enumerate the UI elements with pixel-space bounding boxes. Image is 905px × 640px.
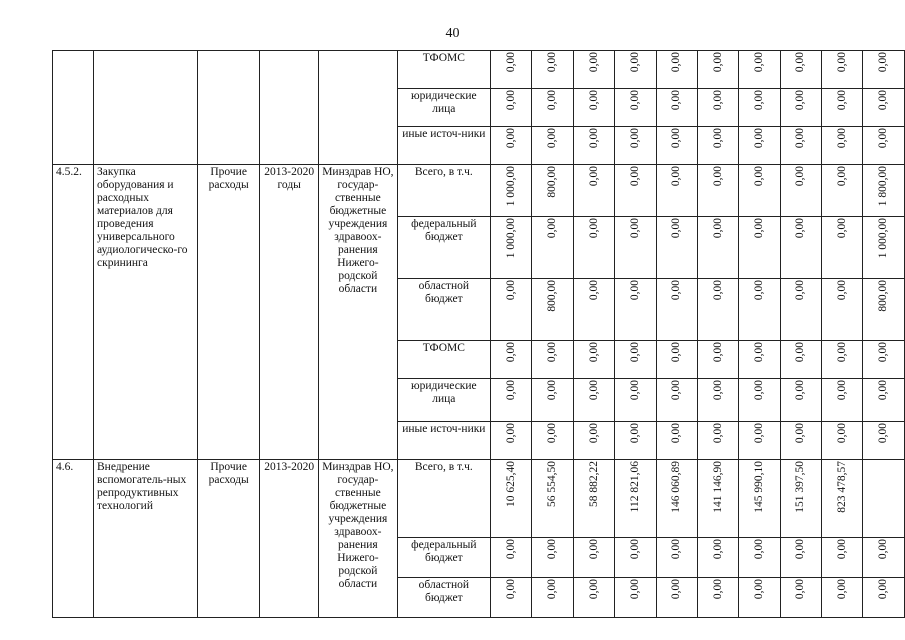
value-cell xyxy=(656,578,697,618)
source-cell: Всего, в т.ч. xyxy=(397,165,490,217)
source-cell: Всего, в т.ч. xyxy=(397,460,490,538)
value-text: 0,00 xyxy=(546,380,559,401)
value-cell xyxy=(615,578,656,618)
value-text: 0,00 xyxy=(753,380,765,401)
value-cell xyxy=(822,217,863,279)
value-text: 0,00 xyxy=(711,423,724,444)
source-cell: федеральный бюджет xyxy=(397,538,490,578)
value-cell xyxy=(780,165,821,217)
table-row xyxy=(53,165,905,217)
value-text: 0,00 xyxy=(794,380,807,401)
source-cell: юридические лица xyxy=(397,379,490,422)
value-text: 0,00 xyxy=(711,218,724,239)
value-cell xyxy=(615,51,656,89)
value-cell xyxy=(780,279,821,341)
value-cell xyxy=(739,51,780,89)
value-text: 0,00 xyxy=(587,166,600,187)
value-text: 0,00 xyxy=(753,218,765,239)
value-text: 0,00 xyxy=(753,128,765,149)
value-text: 0,00 xyxy=(877,579,890,600)
value-text: 0,00 xyxy=(877,342,890,363)
value-text: 1 800,00 xyxy=(877,166,890,207)
value-text: 0,00 xyxy=(835,128,848,149)
value-cell xyxy=(532,217,573,279)
value-cell xyxy=(739,279,780,341)
value-text: 0,00 xyxy=(670,218,683,239)
value-text: 0,00 xyxy=(711,579,724,600)
value-cell xyxy=(491,279,532,341)
value-cell xyxy=(863,578,905,618)
value-cell xyxy=(615,379,656,422)
empty-cell xyxy=(260,51,319,165)
value-cell xyxy=(863,460,905,538)
value-cell xyxy=(532,578,573,618)
empty-cell xyxy=(53,51,94,165)
value-text: 0,00 xyxy=(546,423,559,444)
value-text: 0,00 xyxy=(670,52,683,73)
value-cell xyxy=(863,51,905,89)
value-cell xyxy=(491,379,532,422)
source-cell: областной бюджет xyxy=(397,279,490,341)
value-text: 0,00 xyxy=(877,52,890,73)
value-cell xyxy=(863,341,905,379)
value-cell xyxy=(822,379,863,422)
value-cell xyxy=(615,89,656,127)
value-cell xyxy=(739,379,780,422)
source-cell: ТФОМС xyxy=(397,341,490,379)
value-cell xyxy=(615,165,656,217)
value-cell xyxy=(532,538,573,578)
value-text: 0,00 xyxy=(794,166,807,187)
value-text: 0,00 xyxy=(670,380,683,401)
value-text: 0,00 xyxy=(628,128,641,149)
value-text: 0,00 xyxy=(587,52,600,73)
value-text: 0,00 xyxy=(587,579,600,600)
value-cell xyxy=(697,89,738,127)
value-cell xyxy=(739,422,780,460)
value-cell xyxy=(739,165,780,217)
value-text: 0,00 xyxy=(504,539,517,560)
value-cell xyxy=(656,165,697,217)
value-text: 0,00 xyxy=(628,166,641,187)
value-cell xyxy=(780,578,821,618)
value-cell xyxy=(863,538,905,578)
value-text: 0,00 xyxy=(504,90,517,111)
value-cell xyxy=(739,89,780,127)
value-text: 0,00 xyxy=(877,380,890,401)
source-cell: федеральный бюджет xyxy=(397,217,490,279)
value-cell xyxy=(697,422,738,460)
value-cell xyxy=(780,422,821,460)
value-text: 0,00 xyxy=(504,52,517,73)
empty-cell xyxy=(198,51,260,165)
value-cell xyxy=(780,127,821,165)
value-cell xyxy=(573,165,614,217)
value-cell xyxy=(573,341,614,379)
value-cell xyxy=(573,89,614,127)
value-text: 151 397,50 xyxy=(794,461,807,513)
table-row xyxy=(53,460,905,538)
value-text: 0,00 xyxy=(877,128,890,149)
value-text: 800,00 xyxy=(546,280,559,312)
value-cell xyxy=(863,89,905,127)
table-row xyxy=(53,51,905,89)
value-cell xyxy=(739,460,780,538)
value-cell xyxy=(697,379,738,422)
value-text: 0,00 xyxy=(753,423,765,444)
value-text: 0,00 xyxy=(670,128,683,149)
value-cell xyxy=(491,422,532,460)
value-cell xyxy=(697,279,738,341)
value-cell xyxy=(780,51,821,89)
source-cell: областной бюджет xyxy=(397,578,490,618)
value-cell xyxy=(491,165,532,217)
value-text: 0,00 xyxy=(711,128,724,149)
value-text: 0,00 xyxy=(587,128,600,149)
value-text: 0,00 xyxy=(628,380,641,401)
value-cell xyxy=(780,538,821,578)
value-text: 0,00 xyxy=(794,52,807,73)
value-cell xyxy=(656,51,697,89)
value-cell xyxy=(780,460,821,538)
value-cell xyxy=(863,217,905,279)
value-text: 56 554,50 xyxy=(546,461,559,507)
value-cell xyxy=(491,341,532,379)
value-text: 0,00 xyxy=(670,342,683,363)
value-cell xyxy=(532,460,573,538)
value-text: 0,00 xyxy=(835,280,848,301)
value-text: 0,00 xyxy=(835,539,848,560)
value-text: 0,00 xyxy=(711,90,724,111)
value-text: 0,00 xyxy=(670,539,683,560)
value-text: 0,00 xyxy=(587,90,600,111)
value-cell xyxy=(656,379,697,422)
item-code: 4.6. xyxy=(53,460,94,618)
empty-cell xyxy=(94,51,198,165)
value-cell xyxy=(739,341,780,379)
executor: Минздрав НО, государ-ственные бюджетные учреждения здравоох-ранения Нижего-родской области xyxy=(319,460,397,618)
value-text: 0,00 xyxy=(546,539,559,560)
value-text: 0,00 xyxy=(546,90,559,111)
value-cell xyxy=(780,217,821,279)
value-text: 0,00 xyxy=(711,539,724,560)
value-text: 141 146,90 xyxy=(711,461,724,513)
value-text: 10 625,40 xyxy=(504,461,517,507)
value-cell xyxy=(697,51,738,89)
financing-table xyxy=(52,50,905,618)
value-text: 823 478,57 xyxy=(835,461,848,513)
value-cell xyxy=(532,422,573,460)
value-cell xyxy=(822,538,863,578)
value-cell xyxy=(656,422,697,460)
value-cell xyxy=(491,578,532,618)
value-text: 112 821,06 xyxy=(628,461,641,513)
value-cell xyxy=(573,422,614,460)
value-cell xyxy=(532,127,573,165)
value-text: 0,00 xyxy=(711,380,724,401)
value-text: 0,00 xyxy=(794,128,807,149)
value-text: 0,00 xyxy=(504,128,517,149)
value-text: 0,00 xyxy=(711,166,724,187)
value-text: 0,00 xyxy=(835,90,848,111)
value-cell xyxy=(656,217,697,279)
value-cell xyxy=(573,379,614,422)
value-text: 0,00 xyxy=(753,90,765,111)
value-text: 0,00 xyxy=(670,423,683,444)
value-cell xyxy=(697,578,738,618)
value-text: 0,00 xyxy=(628,280,641,301)
value-text: 0,00 xyxy=(711,280,724,301)
value-text: 0,00 xyxy=(794,90,807,111)
value-cell xyxy=(532,89,573,127)
value-cell xyxy=(573,538,614,578)
value-text: 0,00 xyxy=(753,52,765,73)
value-cell xyxy=(532,165,573,217)
source-cell: иные источ-ники xyxy=(397,127,490,165)
value-text: 0,00 xyxy=(794,539,807,560)
value-text: 0,00 xyxy=(504,280,517,301)
value-cell xyxy=(532,379,573,422)
value-cell xyxy=(863,279,905,341)
value-text: 146 060,89 xyxy=(670,461,683,513)
value-cell xyxy=(739,578,780,618)
value-cell xyxy=(780,341,821,379)
value-text: 0,00 xyxy=(835,52,848,73)
period-years: 2013-2020 годы xyxy=(260,165,319,460)
value-text: 0,00 xyxy=(628,218,641,239)
value-cell xyxy=(491,51,532,89)
value-text: 0,00 xyxy=(711,342,724,363)
value-cell xyxy=(491,460,532,538)
value-cell xyxy=(573,51,614,89)
value-cell xyxy=(863,165,905,217)
value-cell xyxy=(491,89,532,127)
value-cell xyxy=(615,341,656,379)
value-text: 0,00 xyxy=(877,539,890,560)
value-cell xyxy=(573,279,614,341)
value-text: 0,00 xyxy=(670,280,683,301)
value-cell xyxy=(822,127,863,165)
value-text: 0,00 xyxy=(794,423,807,444)
value-text: 0,00 xyxy=(753,539,765,560)
value-cell xyxy=(697,341,738,379)
value-text: 0,00 xyxy=(628,539,641,560)
value-text: 0,00 xyxy=(835,423,848,444)
page-number: 40 xyxy=(445,26,460,41)
value-cell xyxy=(780,379,821,422)
source-cell: ТФОМС xyxy=(397,51,490,89)
value-text: 0,00 xyxy=(587,539,600,560)
value-text: 0,00 xyxy=(794,218,807,239)
value-cell xyxy=(573,460,614,538)
value-cell xyxy=(573,578,614,618)
value-text: 0,00 xyxy=(794,280,807,301)
value-text: 0,00 xyxy=(546,52,559,73)
value-cell xyxy=(822,422,863,460)
empty-cell xyxy=(319,51,397,165)
value-text: 0,00 xyxy=(877,90,890,111)
value-cell xyxy=(615,422,656,460)
value-text: 0,00 xyxy=(670,90,683,111)
value-cell xyxy=(697,127,738,165)
value-cell xyxy=(532,341,573,379)
period-years: 2013-2020 xyxy=(260,460,319,618)
value-text: 0,00 xyxy=(753,342,765,363)
value-text: 0,00 xyxy=(628,579,641,600)
value-cell xyxy=(822,51,863,89)
value-text: 0,00 xyxy=(587,342,600,363)
value-cell xyxy=(532,279,573,341)
value-text: 0,00 xyxy=(628,90,641,111)
value-cell xyxy=(697,460,738,538)
value-text: 0,00 xyxy=(794,579,807,600)
value-text: 0,00 xyxy=(711,52,724,73)
source-cell: иные источ-ники xyxy=(397,422,490,460)
value-text: 0,00 xyxy=(877,423,890,444)
value-cell xyxy=(615,217,656,279)
value-cell xyxy=(573,127,614,165)
source-cell: юридические лица xyxy=(397,89,490,127)
value-cell xyxy=(697,538,738,578)
value-cell xyxy=(491,127,532,165)
value-text: 0,00 xyxy=(504,423,517,444)
value-cell xyxy=(822,279,863,341)
value-text: 0,00 xyxy=(628,52,641,73)
value-cell xyxy=(491,217,532,279)
item-code: 4.5.2. xyxy=(53,165,94,460)
value-cell xyxy=(822,460,863,538)
value-text: 0,00 xyxy=(546,342,559,363)
value-cell xyxy=(739,538,780,578)
value-text: 0,00 xyxy=(628,423,641,444)
value-text: 0,00 xyxy=(587,423,600,444)
value-text: 0,00 xyxy=(794,342,807,363)
value-cell xyxy=(822,578,863,618)
value-text: 0,00 xyxy=(546,579,559,600)
value-text: 1 000,00 xyxy=(504,166,517,207)
value-cell xyxy=(656,89,697,127)
value-cell xyxy=(822,341,863,379)
value-cell xyxy=(615,127,656,165)
expense-type: Прочие расходы xyxy=(198,460,260,618)
value-text: 0,00 xyxy=(670,579,683,600)
value-text: 0,00 xyxy=(753,166,765,187)
value-text: 0,00 xyxy=(835,380,848,401)
value-text: 0,00 xyxy=(835,218,848,239)
value-cell xyxy=(615,538,656,578)
value-cell xyxy=(697,165,738,217)
value-cell xyxy=(573,217,614,279)
value-text: 0,00 xyxy=(753,280,765,301)
value-cell xyxy=(656,538,697,578)
value-text: 0,00 xyxy=(587,380,600,401)
value-text: 0,00 xyxy=(587,280,600,301)
value-text: 0,00 xyxy=(835,579,848,600)
value-cell xyxy=(822,89,863,127)
value-cell xyxy=(739,127,780,165)
value-text: 0,00 xyxy=(835,166,848,187)
value-text: 145 990,10 xyxy=(753,461,765,513)
value-cell xyxy=(532,51,573,89)
value-text: 0,00 xyxy=(587,218,600,239)
value-text: 0,00 xyxy=(504,579,517,600)
item-name: Закупка оборудования и расходных материалов для проведения универсального аудиологическо-го скрининга xyxy=(94,165,198,460)
value-text: 58 882,22 xyxy=(587,461,600,507)
value-cell xyxy=(615,460,656,538)
value-text: 0,00 xyxy=(628,342,641,363)
value-cell xyxy=(739,217,780,279)
value-cell xyxy=(863,422,905,460)
value-text: 0,00 xyxy=(504,380,517,401)
value-cell xyxy=(656,460,697,538)
value-cell xyxy=(697,217,738,279)
value-cell xyxy=(863,127,905,165)
executor: Минздрав НО, государ-ственные бюджетные учреждения здравоох-ранения Нижего-родской области xyxy=(319,165,397,460)
value-cell xyxy=(656,341,697,379)
value-text: 0,00 xyxy=(546,128,559,149)
value-text: 800,00 xyxy=(546,166,559,198)
value-cell xyxy=(615,279,656,341)
value-cell xyxy=(656,127,697,165)
value-text: 0,00 xyxy=(753,579,765,600)
item-name: Внедрение вспомогатель-ных репродуктивных технологий xyxy=(94,460,198,618)
value-cell xyxy=(780,89,821,127)
value-text: 1 000,00 xyxy=(877,218,890,259)
value-text: 800,00 xyxy=(877,280,890,312)
value-text: 0,00 xyxy=(670,166,683,187)
value-text: 1 000,00 xyxy=(504,218,517,259)
value-cell xyxy=(822,165,863,217)
expense-type: Прочие расходы xyxy=(198,165,260,460)
value-cell xyxy=(863,379,905,422)
value-text: 0,00 xyxy=(504,342,517,363)
value-cell xyxy=(656,279,697,341)
value-text: 0,00 xyxy=(546,218,559,239)
value-text: 0,00 xyxy=(835,342,848,363)
value-cell xyxy=(491,538,532,578)
